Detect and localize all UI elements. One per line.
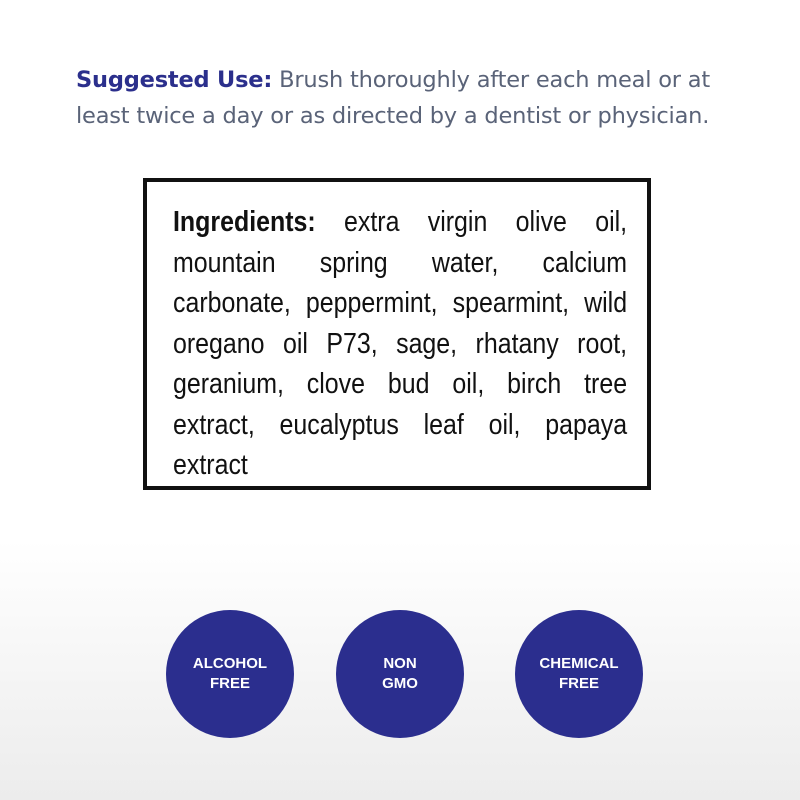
badge-line-1: CHEMICAL [539,655,619,672]
ingredients-box [143,178,651,490]
badge-non-gmo [336,610,464,738]
badge-line-2: FREE [558,675,599,692]
suggested-use-paragraph [76,62,736,134]
suggested-use-label: Suggested Use: [76,67,273,93]
badge-line-2: FREE [209,675,250,692]
badge-line-1: ALCOHOL [192,655,268,672]
badge-line-2: GMO [382,675,418,692]
ingredients-label: Ingredients: [173,206,316,238]
badge-alcohol-free [166,610,294,738]
suggested-use-text: Brush thoroughly after each meal or at least twice a day or as directed by a dentist or physician. [76,67,711,129]
ingredients-text: extra virgin olive oil, mountain spring water, calcium carbonate, peppermint, spearmint, wild oregano oil P73, sage, rhatany root, geranium, clove bud oil, birch tree extract, eucalyptus leaf oil, papaya extract [173,206,628,481]
badge-line-1: NON [383,655,417,672]
ingredients-paragraph [173,202,627,486]
badge-chemical-free [515,610,643,738]
